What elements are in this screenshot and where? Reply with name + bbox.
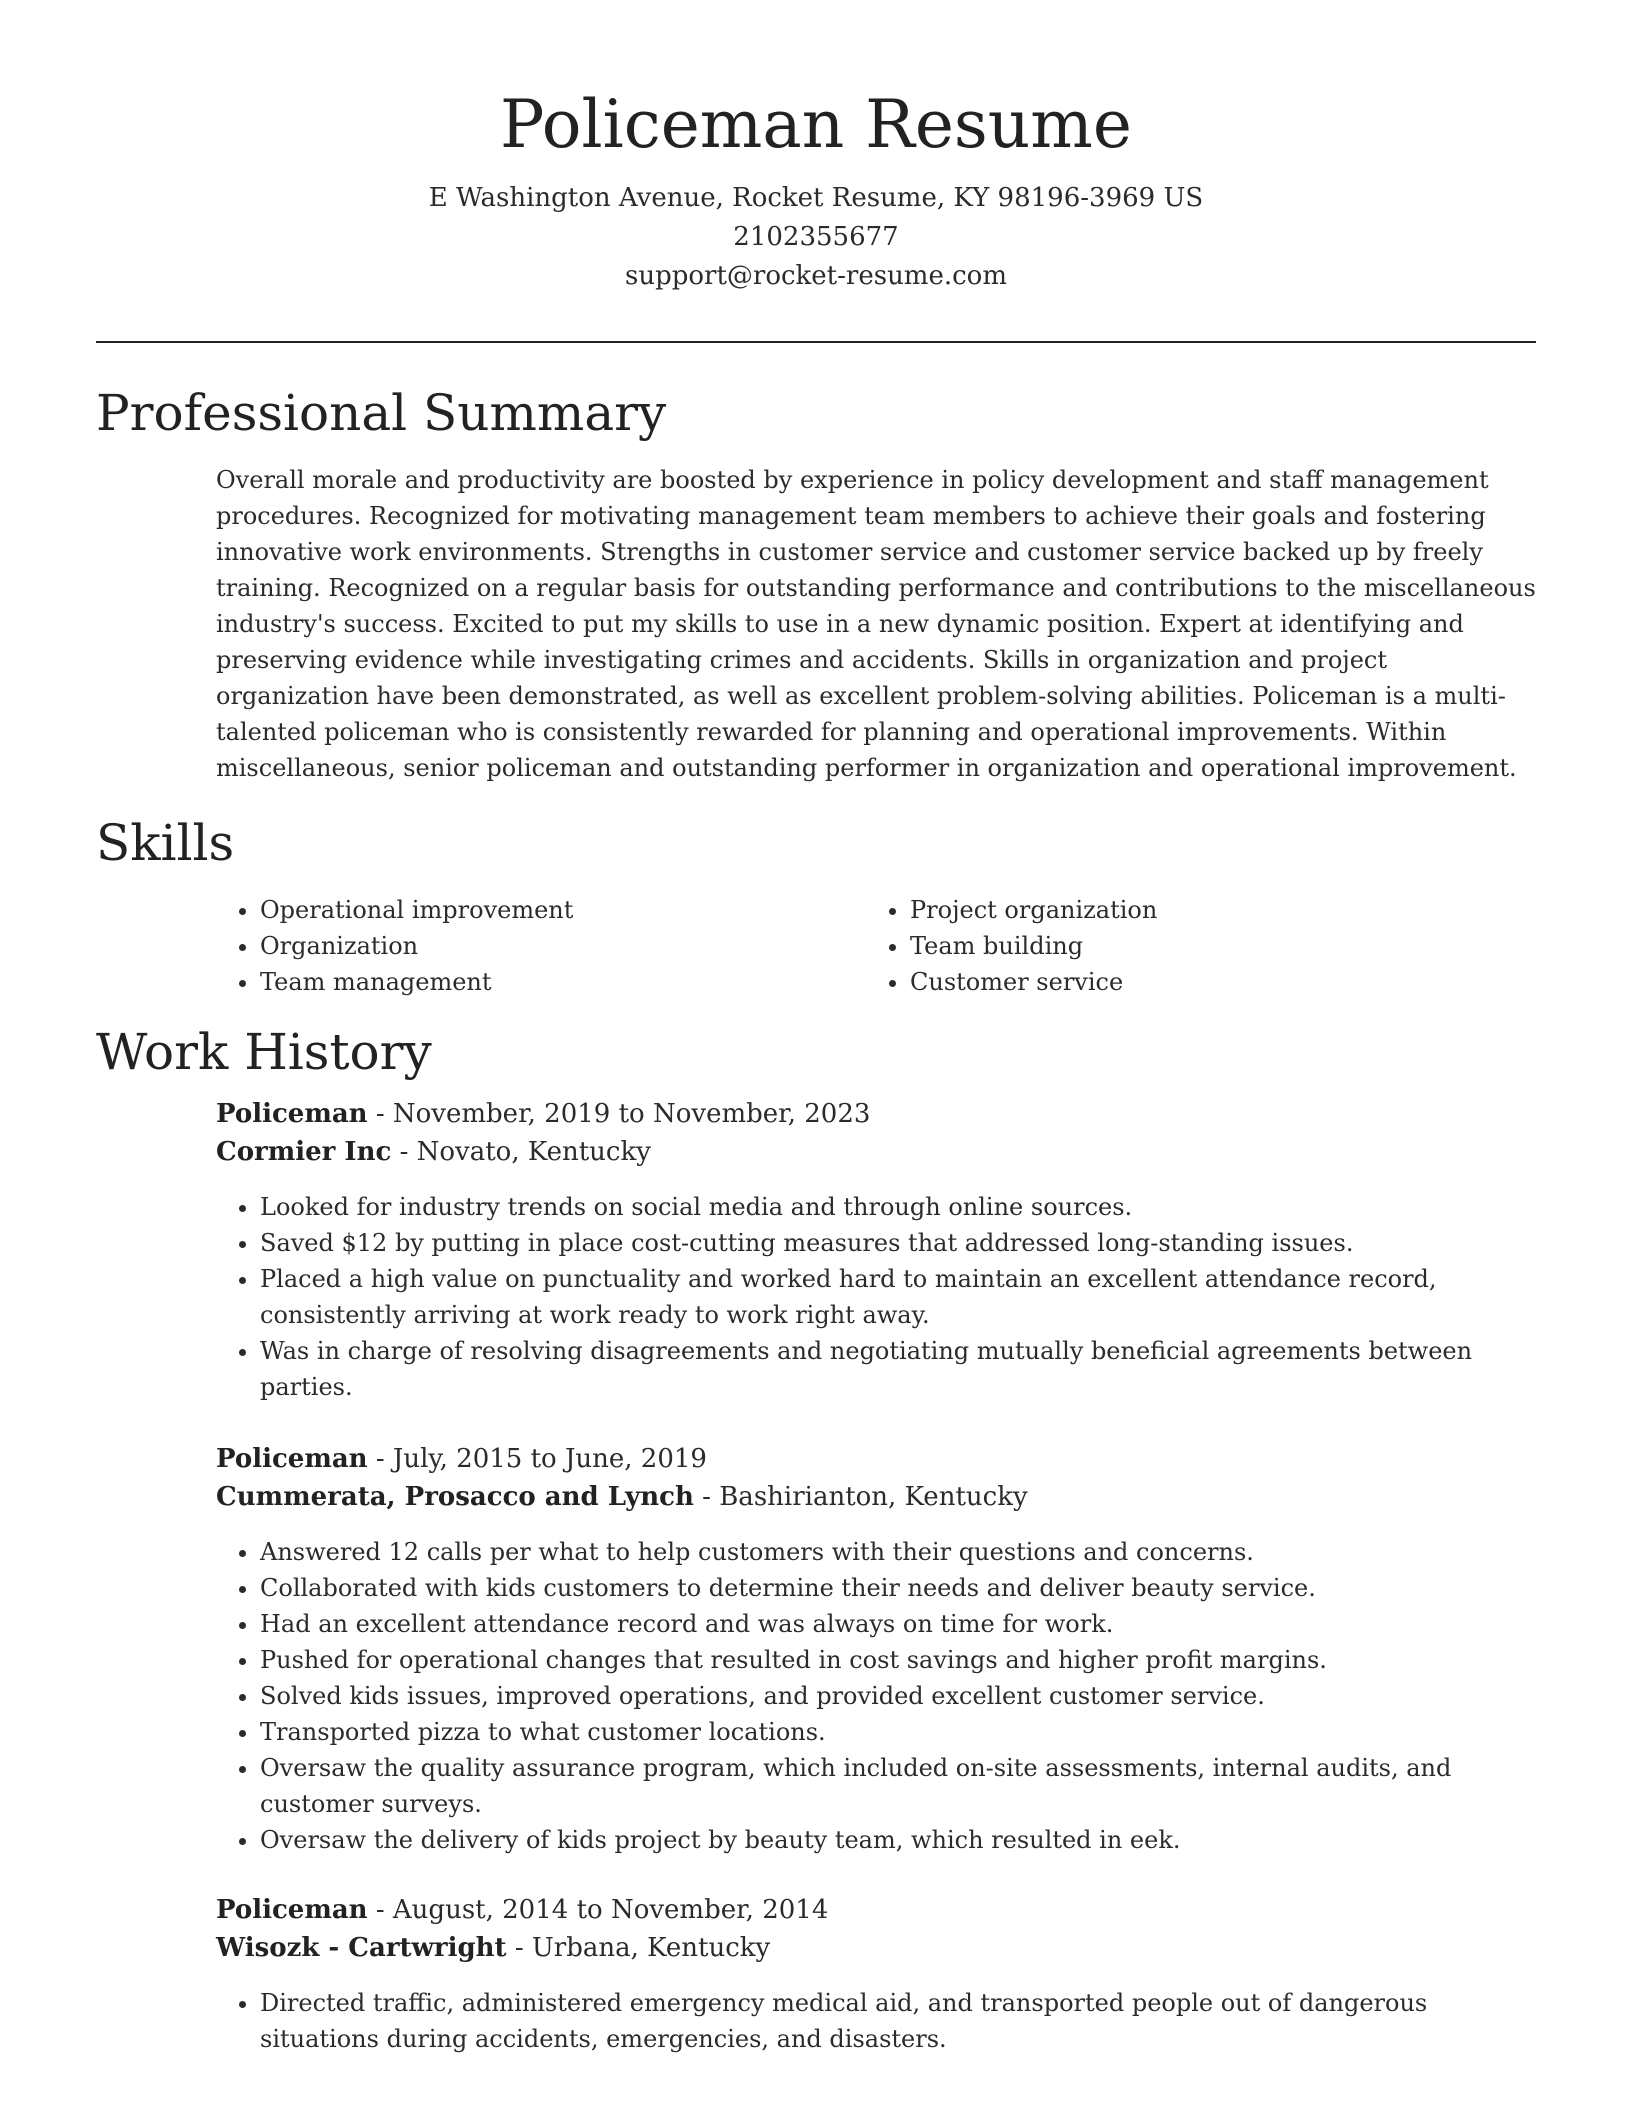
list-item: • Directed traffic, administered emergency medical aid, and transported people out of dangerous situations during accidents, emergencies, and disasters. [260,1985,1536,2057]
job-location: - Urbana, Kentucky [506,1933,771,1963]
job-entry [216,1440,1536,1858]
job-title: Policeman [216,1444,368,1474]
job-title: Policeman [216,1895,368,1925]
job-company-line [216,1133,1536,1171]
job-title-line [216,1095,1536,1133]
email: support@rocket-resume.com [624,261,1007,291]
job-company: Cormier Inc [216,1137,392,1167]
skills-column-right [866,892,1516,1000]
address: E Washington Avenue, Rocket Resume, KY 98196-3969 US [428,183,1204,213]
phone: 2102355677 [733,222,899,252]
skill-item: • Project organization [910,892,1516,928]
job-entry [216,1095,1536,1405]
work-history-heading: Work History [96,1023,432,1081]
job-company: Cummerata, Prosacco and Lynch [216,1482,694,1512]
list-item: • Collaborated with kids customers to determine their needs and deliver beauty service. [260,1570,1536,1606]
summary-heading: Professional Summary [96,384,667,442]
job-entry [216,1891,1536,2057]
skill-item: • Organization [260,928,866,964]
resume-title: Policeman Resume [500,86,1132,163]
job-bullets [216,1985,1536,2057]
skill-item: • Team management [260,964,866,1000]
job-title-line [216,1891,1536,1929]
list-item: • Transported pizza to what customer locations. [260,1714,1536,1750]
list-item: • Placed a high value on punctuality and worked hard to maintain an excellent attendance record, consistently arriving at work ready to work right away. [260,1261,1536,1333]
job-title: Policeman [216,1099,368,1129]
list-item: • Pushed for operational changes that resulted in cost savings and higher profit margins. [260,1642,1536,1678]
summary-text: Overall morale and productivity are boosted by experience in policy development and staff management procedures. Recognized for motivating management team members to achieve their goals and fostering innovative work environments. Strengths in customer service and customer service backed up by freely training. Recognized on a regular basis for outstanding performance and contributions to the miscellaneous industry's success. Excited to put my skills to use in a new dynamic position. Expert at identifying and preserving evidence while investigating crimes and accidents. Skills in organization and project organization have been demonstrated, as well as excellent problem-solving abilities. Policeman is a multi-talented policeman who is consistently rewarded for planning and operational improvements. Within miscellaneous, senior policeman and outstanding performer in organization and operational improvement. [216,466,1536,782]
job-location: - Novato, Kentucky [391,1137,651,1167]
header-divider [96,341,1536,343]
job-company-line [216,1929,1536,1967]
job-company-line [216,1478,1536,1516]
job-company: Wisozk - Cartwright [216,1933,507,1963]
list-item: • Oversaw the quality assurance program, which included on-site assessments, internal audits, and customer surveys. [260,1750,1536,1822]
skill-item: • Customer service [910,964,1516,1000]
list-item: • Was in charge of resolving disagreements and negotiating mutually beneficial agreements between parties. [260,1333,1536,1405]
job-dates: - August, 2014 to November, 2014 [367,1895,829,1925]
skills-column-left [216,892,866,1000]
job-title-line [216,1440,1536,1478]
job-bullets [216,1534,1536,1858]
list-item: • Had an excellent attendance record and was always on time for work. [260,1606,1536,1642]
list-item: • Oversaw the delivery of kids project by beauty team, which resulted in eek. [260,1822,1536,1858]
list-item: • Looked for industry trends on social media and through online sources. [260,1189,1536,1225]
list-item: • Answered 12 calls per what to help customers with their questions and concerns. [260,1534,1536,1570]
list-item: • Solved kids issues, improved operations, and provided excellent customer service. [260,1678,1536,1714]
skills-heading: Skills [96,814,235,872]
skill-item: • Operational improvement [260,892,866,928]
list-item: • Saved $12 by putting in place cost-cutting measures that addressed long-standing issues. [260,1225,1536,1261]
job-dates: - November, 2019 to November, 2023 [367,1099,871,1129]
skills-list [216,892,1536,1000]
job-location: - Bashirianton, Kentucky [693,1482,1028,1512]
job-bullets [216,1189,1536,1405]
job-dates: - July, 2015 to June, 2019 [367,1444,707,1474]
resume-header [96,80,1536,296]
skill-item: • Team building [910,928,1516,964]
